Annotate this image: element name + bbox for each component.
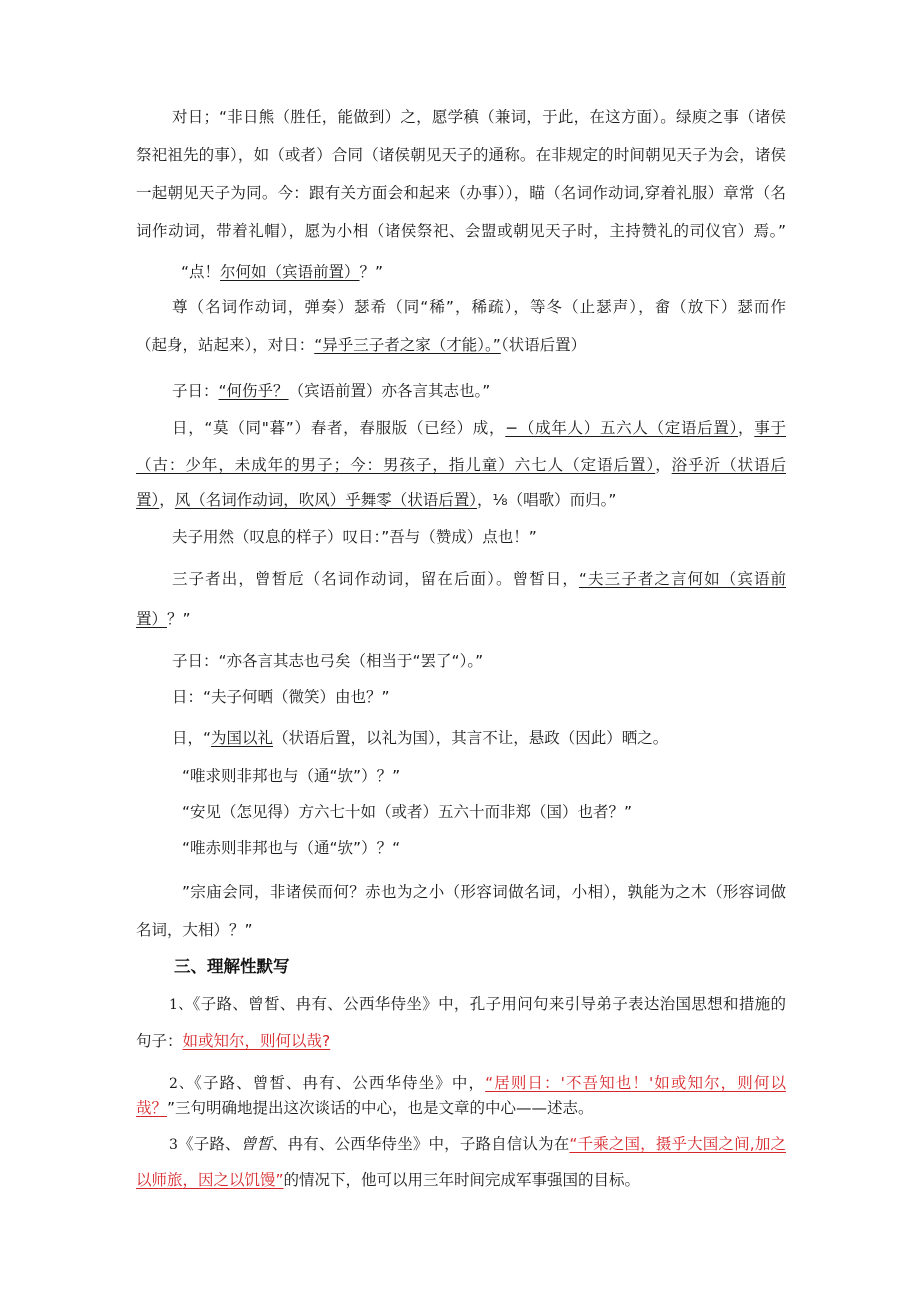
underlined-phrase: （古：少年，未成年的男子；今：男孩子，指儿童）六七人（定语后置） bbox=[136, 456, 656, 474]
text-line bbox=[136, 183, 786, 203]
text-span: （状语后置） bbox=[500, 336, 587, 354]
text-line bbox=[172, 687, 822, 707]
text-span: ， bbox=[738, 419, 755, 437]
text-line bbox=[136, 455, 786, 475]
answer-text: “千乘之国，摄乎大国之间,加之 bbox=[569, 1135, 786, 1153]
text-span: （状语后置，以礼为国），其言不让，悬政（因此）晒之。 bbox=[273, 729, 669, 747]
text-line bbox=[136, 1170, 786, 1190]
text-span: 《子路、曾皙、冉有、公西华侍坐》中，孔子用问句来引导弟子表达治国思想和措施的 bbox=[192, 995, 786, 1013]
text-line bbox=[169, 994, 786, 1015]
question-number: 3 bbox=[169, 1137, 178, 1153]
text-span: ， bbox=[159, 491, 175, 509]
text-line bbox=[172, 297, 786, 317]
text-span: 三子者出，曾皙卮（名词作动词，留在后面）。曾皙日， bbox=[172, 570, 579, 588]
text-span: ，⅛（唱歌）而归。” bbox=[477, 491, 617, 509]
text-line bbox=[182, 838, 832, 858]
text-line bbox=[172, 527, 822, 547]
underlined-phrase: 置） bbox=[136, 610, 168, 628]
underlined-phrase: −（成年人）五六人（定语后置） bbox=[505, 419, 739, 437]
answer-text: 哉？ bbox=[136, 1099, 168, 1117]
underlined-phrase: 风（名词作动词，吹风）乎舞零（状语后置） bbox=[174, 491, 478, 509]
text-span: ”宗庙会同，非诸侯而何？赤也为之小（形容词做名词，小相），孰能为之木（形容词做 bbox=[182, 883, 786, 901]
italic-text: 曾皙 bbox=[240, 1135, 272, 1153]
text-line bbox=[136, 490, 786, 510]
text-span: 的情况下，他可以用三年时间完成军事强国的目标。 bbox=[283, 1171, 641, 1189]
text-span: 夫子用然（叹息的样子）叹日：”吾与（赞成）点也！” bbox=[172, 528, 537, 546]
text-line bbox=[172, 107, 786, 127]
text-line bbox=[172, 381, 822, 401]
text-line bbox=[136, 1031, 786, 1051]
underlined-phrase: 浴乎沂（状语后 bbox=[671, 456, 786, 474]
text-line bbox=[136, 145, 786, 165]
text-line bbox=[136, 609, 786, 629]
text-line bbox=[182, 802, 832, 822]
text-line bbox=[181, 262, 831, 282]
text-span: ？” bbox=[359, 263, 384, 281]
text-span: 句子： bbox=[136, 1032, 183, 1050]
underlined-phrase: 置） bbox=[136, 491, 160, 509]
answer-text: 如或知尔，则何以哉? bbox=[182, 1032, 331, 1050]
text-span: 《子路、曾皙、冉有、公西华侍坐》中， bbox=[194, 1074, 486, 1092]
text-span: ， bbox=[655, 456, 672, 474]
text-line bbox=[136, 221, 786, 241]
underlined-phrase: “夫三子者之言何如（宾语前 bbox=[578, 570, 786, 588]
text-span: 词作动词，带着礼帽），愿为小相（诸侯祭祀、会盟或朝见天子时，主持赞礼的司仪官）焉。” bbox=[136, 222, 786, 240]
text-span: 日，“莫（同"暮”）春者，春服版（已经）成， bbox=[172, 419, 506, 437]
text-span: “安见（怎见得）方六七十如（或者）五六十而非郑（国）也者？” bbox=[182, 803, 633, 821]
text-span: （起身，站起来），对日： bbox=[136, 336, 315, 354]
text-line bbox=[172, 418, 786, 438]
text-span: “点！ bbox=[181, 263, 221, 281]
text-span: 一起朝见天子为同。今：跟有关方面会和起来（办事）），瞄（名词作动词,穿着礼服）章常（名 bbox=[136, 184, 786, 202]
underlined-phrase: “何伤乎？ bbox=[218, 382, 289, 400]
text-span: 日，“ bbox=[172, 729, 212, 747]
text-line bbox=[169, 1073, 786, 1094]
text-span: 《子路、 bbox=[177, 1135, 241, 1153]
text-span: 子日：“亦各言其志也弓矣（相当于“罢了“）。” bbox=[172, 652, 484, 670]
text-line bbox=[172, 569, 786, 589]
text-span: “唯赤则非邦也与（通“欤”）？“ bbox=[182, 839, 401, 857]
text-span: 尊（名词作动词，弹奏）瑟希（同“稀”，稀疏），等冬（止瑟声），畲（放下）瑟而作 bbox=[172, 298, 786, 316]
text-span: ？” bbox=[167, 610, 191, 628]
text-line bbox=[182, 766, 832, 786]
text-line bbox=[182, 882, 786, 902]
section-heading: 三、理解性默写 bbox=[174, 957, 290, 976]
text-span: 子日： bbox=[172, 382, 219, 400]
text-span: 名词，大相）？” bbox=[136, 921, 253, 939]
text-line bbox=[172, 728, 822, 748]
underlined-phrase: 尔何如（宾语前置） bbox=[220, 263, 360, 281]
answer-text: “居则日：'不吾知也！'如或知尔，则何以 bbox=[485, 1074, 786, 1092]
text-line bbox=[136, 1098, 786, 1118]
text-span: 、冉有、公西华侍坐》中，子路自信认为在 bbox=[272, 1135, 570, 1153]
question-number: 2、 bbox=[169, 1076, 195, 1092]
question-number: 1、 bbox=[169, 997, 193, 1013]
text-line bbox=[169, 1134, 786, 1155]
underlined-phrase: “异乎三子者之家（才能）。” bbox=[314, 336, 501, 354]
underlined-phrase: 为国以礼 bbox=[211, 729, 274, 747]
text-line bbox=[136, 335, 786, 355]
text-span: “唯求则非邦也与（通“欤”）？” bbox=[182, 767, 401, 785]
text-line bbox=[136, 920, 786, 940]
text-span: 日：“夫子何晒（微笑）由也？” bbox=[172, 688, 390, 706]
text-line bbox=[172, 651, 822, 671]
answer-text: 以师旅，因之以饥馒” bbox=[136, 1171, 284, 1189]
text-span: ”三句明确地提出这次谈话的中心，也是文章的中心——述志。 bbox=[167, 1099, 594, 1117]
text-span: 祭祀祖先的事），如（或者）合同（诸侯朝见天子的通称。在非规定的时间朝见天子为会，诸侯 bbox=[136, 146, 786, 164]
underlined-phrase: 事于 bbox=[754, 419, 786, 437]
text-span: （宾语前置）亦各言其志也。” bbox=[288, 382, 491, 400]
text-span: 对日；“非日熊（胜任，能做到）之，愿学稹（兼词，于此，在这方面）。绿庾之事（诸侯 bbox=[172, 108, 786, 126]
